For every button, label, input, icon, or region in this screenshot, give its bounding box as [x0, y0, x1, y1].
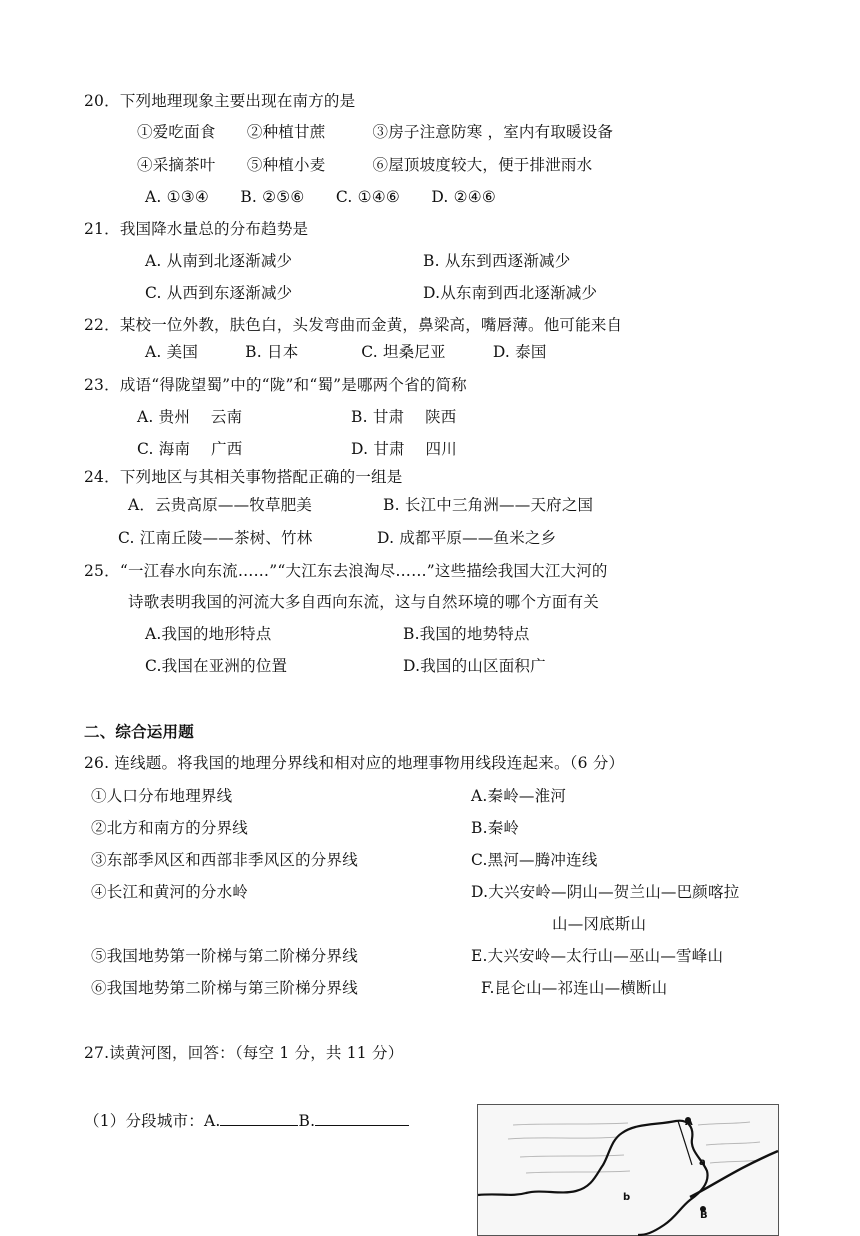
- q26-right-item: E.大兴安岭—太行山—巫山—雪峰山: [471, 947, 724, 965]
- answer-blank-b[interactable]: [315, 1109, 409, 1126]
- q24-option-a: A．云贵高原——牧草肥美: [128, 496, 313, 514]
- q23-stem: 23．成语“得陇望蜀”中的“陇”和“蜀”是哪两个省的简称: [84, 376, 467, 394]
- q21-stem: 21．我国降水量总的分布趋势是: [84, 220, 309, 238]
- q20-options: A. ①③④ B. ②⑤⑥ C. ①④⑥ D. ②④⑥: [145, 188, 496, 206]
- section-title: 二、综合运用题: [84, 722, 194, 741]
- q23-option-a: A. 贵州 云南: [137, 408, 243, 426]
- q27-stem: 27.读黄河图，回答：（每空 1 分，共 11 分）: [84, 1044, 404, 1062]
- q25-option-d: D.我国的山区面积广: [403, 657, 546, 675]
- yellow-river-map-drawing: [478, 1105, 778, 1235]
- q26-right-item: A.秦岭—淮河: [471, 787, 567, 805]
- map-label-B: B: [700, 1210, 708, 1221]
- q21-option-a: A. 从南到北逐渐减少: [145, 252, 293, 270]
- q25-option-b: B.我国的地势特点: [403, 625, 530, 643]
- q26-right-item: B.秦岭: [471, 819, 520, 837]
- map-label-a: a: [699, 1157, 706, 1168]
- q25-option-c: C.我国在亚洲的位置: [145, 657, 288, 675]
- q20-items-row1: ①爱吃面食 ②种植甘蔗 ③房子注意防寒 ，室内有取暖设备: [137, 123, 614, 141]
- q26-stem: 26. 连线题。将我国的地理分界线和相对应的地理事物用线段连起来。（6 分）: [84, 754, 625, 772]
- q26-left-item: ①人口分布地理界线: [91, 787, 233, 805]
- q26-left-item: ④长江和黄河的分水岭: [91, 883, 249, 901]
- q26-left-item: ⑤我国地势第一阶梯与第二阶梯分界线: [91, 947, 358, 965]
- q23-option-b: B. 甘肃 陕西: [351, 408, 457, 426]
- q26-right-item: C.黑河—腾冲连线: [471, 851, 598, 869]
- q26-left-item: ③东部季风区和西部非季风区的分界线: [91, 851, 358, 869]
- q22-stem: 22．某校一位外教，肤色白，头发弯曲而金黄，鼻梁高，嘴唇薄。他可能来自: [84, 316, 623, 334]
- q26-right-item: D.大兴安岭—阴山—贺兰山—巴颜喀拉: [471, 883, 740, 901]
- q24-option-c: C. 江南丘陵——茶树、竹林: [118, 529, 313, 547]
- q27-sub1-prefix: （1）分段城市：A.: [84, 1112, 221, 1130]
- q23-option-d: D. 甘肃 四川: [351, 440, 457, 458]
- q20-stem: 20．下列地理现象主要出现在南方的是: [84, 92, 356, 110]
- q26-left-item: ②北方和南方的分界线: [91, 819, 249, 837]
- q24-stem: 24．下列地区与其相关事物搭配正确的一组是: [84, 468, 403, 486]
- q22-options: A. 美国 B. 日本 C. 坦桑尼亚 D. 泰国: [145, 343, 547, 361]
- q21-option-b: B. 从东到西逐渐减少: [423, 252, 571, 270]
- q25-stem-line1: 25．“一江春水向东流……”“大江东去浪淘尽……”这些描绘我国大江大河的: [84, 562, 608, 580]
- q21-option-c: C. 从西到东逐渐减少: [145, 284, 293, 302]
- map-label-A: A: [685, 1117, 693, 1128]
- q25-option-a: A.我国的地形特点: [145, 625, 272, 643]
- q26-left-item: ⑥我国地势第二阶梯与第三阶梯分界线: [91, 979, 358, 997]
- answer-blank-a[interactable]: [220, 1109, 298, 1126]
- q26-right-item-continuation: 山—冈底斯山: [552, 915, 647, 933]
- q24-option-d: D. 成都平原——鱼米之乡: [377, 529, 557, 547]
- q20-items-row2: ④采摘茶叶 ⑤种植小麦 ⑥屋顶坡度较大，便于排泄雨水: [137, 156, 593, 174]
- q27-sub1: [84, 1109, 409, 1131]
- q27-sub1-mid: B.: [298, 1112, 316, 1130]
- map-label-b: b: [623, 1192, 631, 1203]
- q23-option-c: C. 海南 广西: [137, 440, 243, 458]
- q24-option-b: B. 长江中三角洲——天府之国: [383, 496, 594, 514]
- yellow-river-map: [477, 1104, 779, 1236]
- q26-right-item: F.昆仑山—祁连山—横断山: [481, 979, 668, 997]
- q21-option-d: D.从东南到西北逐渐减少: [423, 284, 598, 302]
- q25-stem-line2: 诗歌表明我国的河流大多自西向东流，这与自然环境的哪个方面有关: [128, 593, 600, 611]
